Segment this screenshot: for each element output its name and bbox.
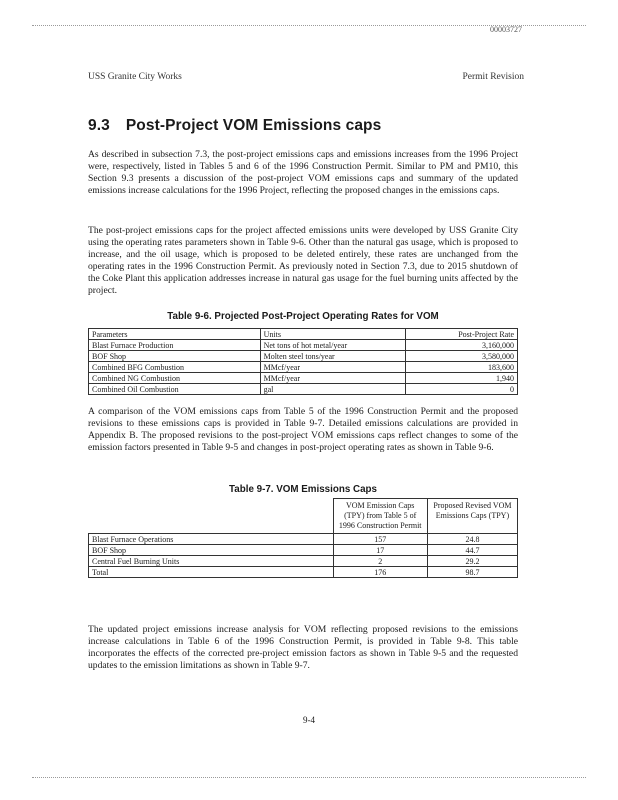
table-cell: 2 bbox=[333, 556, 427, 567]
table-cell: Blast Furnace Operations bbox=[89, 534, 334, 545]
table-cell: 157 bbox=[333, 534, 427, 545]
table-9-6-caption: Table 9-6. Projected Post-Project Operating Rates for VOM bbox=[167, 311, 439, 322]
header-left: USS Granite City Works bbox=[88, 72, 182, 82]
document-number: 00003727 bbox=[490, 25, 522, 34]
table-cell: 3,160,000 bbox=[406, 340, 518, 351]
table-cell: Blast Furnace Production bbox=[89, 340, 261, 351]
section-number: 9.3 bbox=[88, 117, 110, 134]
section-heading bbox=[88, 117, 397, 135]
paragraph-2: The post-project emissions caps for the project affected emissions units were developed by USS Granite City using the operating rates parameters shown in Table 9-6. Other than the natural gas usage, which is proposed to increase, and the oil usage, which is proposed to be deleted entirely, these rates are unchanged from the operating rates in the 1996 Construction Permit. As previously noted in Section 7.3, due to 2015 shutdown of the Coke Plant this application addresses increase in natural gas usage for the fuel burning units affected by the project. bbox=[88, 225, 518, 296]
table-cell: BOF Shop bbox=[89, 351, 261, 362]
table-row bbox=[89, 556, 518, 567]
table-cell: Total bbox=[89, 567, 334, 578]
table-9-7 bbox=[88, 498, 518, 578]
section-title: Post-Project VOM Emissions caps bbox=[125, 117, 382, 134]
table-header-row bbox=[89, 329, 518, 340]
bottom-dotted-rule bbox=[32, 777, 586, 778]
table-9-7-caption: Table 9-7. VOM Emissions Caps bbox=[229, 484, 377, 495]
table-cell: BOF Shop bbox=[89, 545, 334, 556]
column-header: Units bbox=[260, 329, 406, 340]
table-row bbox=[89, 373, 518, 384]
table-cell: gal bbox=[260, 384, 406, 395]
table-row bbox=[89, 351, 518, 362]
table-cell: 29.2 bbox=[427, 556, 517, 567]
paragraph-4: The updated project emissions increase analysis for VOM reflecting proposed revisions to the emissions increase calculations in Table 6 of the 1996 Construction Permit, is provided in Table 9-8. This table incorporates the effects of the corrected pre-project emission factors as shown in Table 9-5 and the requested updates to the emission limitations as shown in Table 9-7. bbox=[88, 624, 518, 671]
table-cell: Molten steel tons/year bbox=[260, 351, 406, 362]
table-cell: Net tons of hot metal/year bbox=[260, 340, 406, 351]
table-cell: Combined Oil Combustion bbox=[89, 384, 261, 395]
table-cell: 183,600 bbox=[406, 362, 518, 373]
table-row bbox=[89, 340, 518, 351]
column-header bbox=[89, 499, 334, 534]
table-row bbox=[89, 362, 518, 373]
table-cell: Combined BFG Combustion bbox=[89, 362, 261, 373]
table-row bbox=[89, 534, 518, 545]
table-row bbox=[89, 384, 518, 395]
table-cell: MMcf/year bbox=[260, 362, 406, 373]
column-header: Proposed Revised VOM Emissions Caps (TPY) bbox=[427, 499, 517, 534]
page-number: 9-4 bbox=[303, 715, 315, 725]
column-header: Post-Project Rate bbox=[406, 329, 518, 340]
table-cell: Central Fuel Burning Units bbox=[89, 556, 334, 567]
paragraph-1: As described in subsection 7.3, the post-project emissions caps and emissions increases from the 1996 Project were, respectively, listed in Tables 5 and 6 of the 1996 Construction Permit. Similar to PM and PM10, this Section 9.3 presents a discussion of the post-project VOM emissions caps and summary of the updated emissions increase calculations for the 1996 Project, reflecting the proposed changes in the emissions caps. bbox=[88, 149, 518, 196]
table-cell: MMcf/year bbox=[260, 373, 406, 384]
table-cell: 1,940 bbox=[406, 373, 518, 384]
table-cell: 98.7 bbox=[427, 567, 517, 578]
column-header: VOM Emission Caps (TPY) from Table 5 of 1996 Construction Permit bbox=[333, 499, 427, 534]
table-row bbox=[89, 567, 518, 578]
header-right: Permit Revision bbox=[462, 72, 524, 82]
table-cell: 0 bbox=[406, 384, 518, 395]
table-cell: 44.7 bbox=[427, 545, 517, 556]
table-cell: Combined NG Combustion bbox=[89, 373, 261, 384]
table-cell: 24.8 bbox=[427, 534, 517, 545]
table-9-6 bbox=[88, 328, 518, 395]
paragraph-3: A comparison of the VOM emissions caps from Table 5 of the 1996 Construction Permit and the proposed revisions to these emissions caps is provided in Table 9-7. Detailed emissions calculations are provided in Appendix B. The proposed revisions to the post-project VOM emissions caps reflect changes to some of the emission factors presented in Table 9-5 and changes in post-project operating rates as shown in Table 9-6. bbox=[88, 406, 518, 453]
table-cell: 3,580,000 bbox=[406, 351, 518, 362]
table-cell: 176 bbox=[333, 567, 427, 578]
table-cell: 17 bbox=[333, 545, 427, 556]
table-row bbox=[89, 545, 518, 556]
table-header-row bbox=[89, 499, 518, 534]
column-header: Parameters bbox=[89, 329, 261, 340]
